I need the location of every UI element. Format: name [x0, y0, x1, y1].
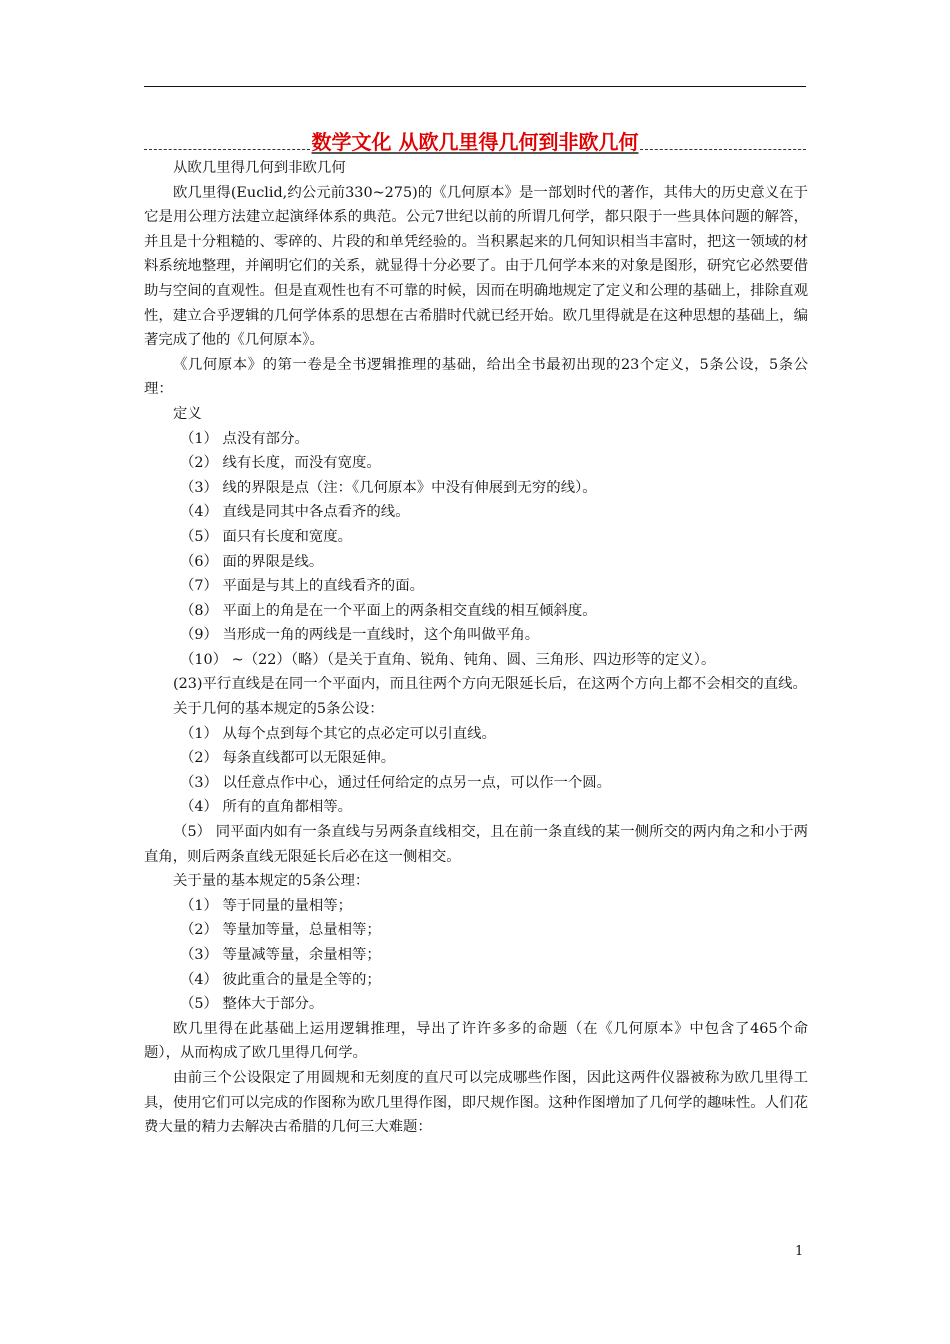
definition-item: （5） 面只有长度和宽度。 — [180, 528, 353, 545]
definition-item: （6） 面的界限是线。 — [180, 553, 324, 570]
title-dash-left — [144, 149, 310, 150]
postulate-item: （1） 从每个点到每个其它的点必定可以引直线。 — [180, 725, 496, 742]
document-title: 数学文化 从欧几里得几何到非欧几何 — [311, 130, 639, 154]
definition-item: （8） 平面上的角是在一个平面上的两条相交直线的相互倾斜度。 — [180, 602, 597, 619]
definition-item: （7） 平面是与其上的直线看齐的面。 — [180, 578, 424, 595]
definition-item: （9） 当形成一角的两线是一直线时，这个角叫做平角。 — [180, 627, 540, 644]
definition-item: （2） 线有长度，而没有宽度。 — [180, 455, 381, 472]
definition-item: （4） 直线是同其中各点看齐的线。 — [180, 504, 410, 521]
axiom-item: （2） 等量加等量，总量相等； — [180, 922, 381, 939]
definition-item: （10） ~（22）（略）（是关于直角、锐角、钝角、圆、三角形、四边形等的定义）。 — [180, 651, 716, 668]
construction-paragraph: 由前三个公设限定了用圆规和无刻度的直尺可以完成哪些作图，因此这两件仪器被称为欧几里得工具，使用它们可以完成的作图称为欧几里得作图，即尺规作图。这种作图增加了几何学的趣味性。人们花费大量的精力去解决古希腊的几何三大难题： — [144, 1069, 808, 1136]
definitions-heading: 定义 — [173, 405, 202, 422]
postulate-item: （2） 每条直线都可以无限延伸。 — [180, 750, 396, 767]
axiom-item: （4） 彼此重合的量是全等的； — [180, 971, 381, 988]
definition-23-paragraph: (23)平行直线是在同一个平面内，而且往两个方向无限延长后，在这两个方向上都不会相交的直线。 — [173, 676, 807, 693]
definition-item: （3） 线的界限是点（注：《几何原本》中没有伸展到无穷的线）。 — [180, 479, 597, 496]
axiom-item: （3） 等量减等量，余量相等； — [180, 947, 381, 963]
postulates-heading: 关于几何的基本规定的5条公设： — [173, 701, 384, 718]
propositions-paragraph: 欧几里得在此基础上运用逻辑推理，导出了许许多多的命题（在《几何原本》中包含了465个命题），从而构成了欧几里得几何学。 — [144, 1020, 808, 1062]
axiom-item: （1） 等于同量的量相等； — [180, 897, 353, 914]
document-body — [144, 156, 808, 1140]
postulate-item: （4） 所有的直角都相等。 — [180, 799, 353, 816]
header-rule — [144, 86, 806, 87]
book-one-paragraph: 《几何原本》的第一卷是全书逻辑推理的基础，给出全书最初出现的23个定义，5条公设，5条公理： — [144, 356, 808, 398]
title-row — [144, 124, 806, 154]
subtitle-paragraph: 从欧几里得几何到非欧几何 — [173, 160, 346, 176]
title-dash-right — [640, 149, 806, 150]
intro-paragraph: 欧几里得(Euclid,约公元前330~275)的《几何原本》是一部划时代的著作，其伟大的历史意义在于它是用公理方法建立起演绎体系的典范。公元7世纪以前的所谓几何学，都只限于一些具体问题的解答，并且是十分粗糙的、零碎的、片段的和单凭经验的。当积累起来的几何知识相当丰富时，把这一领域的材料系统地整理，并阐明它们的关系，就显得十分必要了。由于几何学本来的对象是图形，研究它必然要借助与空间的直观性。但是直观性也有不可靠的时候，因而在明确地规定了定义和公理的基础上，排除直观性，建立合乎逻辑的几何学体系的思想在古希腊时代就已经开始。欧几里得就是在这种思想的基础上，编著完成了他的《几何原本》。 — [144, 184, 808, 349]
page-number: 1 — [795, 1244, 804, 1259]
postulate-5-paragraph: （5） 同平面内如有一条直线与另两条直线相交，且在前一条直线的某一侧所交的两内角之和小于两直角，则后两条直线无限延长后必在这一侧相交。 — [144, 824, 808, 865]
definition-item: （1） 点没有部分。 — [180, 430, 309, 447]
axioms-heading: 关于量的基本规定的5条公理： — [173, 873, 370, 890]
axiom-item: （5） 整体大于部分。 — [180, 996, 324, 1013]
postulate-item: （3） 以任意点作中心，通过任何给定的点另一点，可以作一个圆。 — [180, 774, 612, 791]
